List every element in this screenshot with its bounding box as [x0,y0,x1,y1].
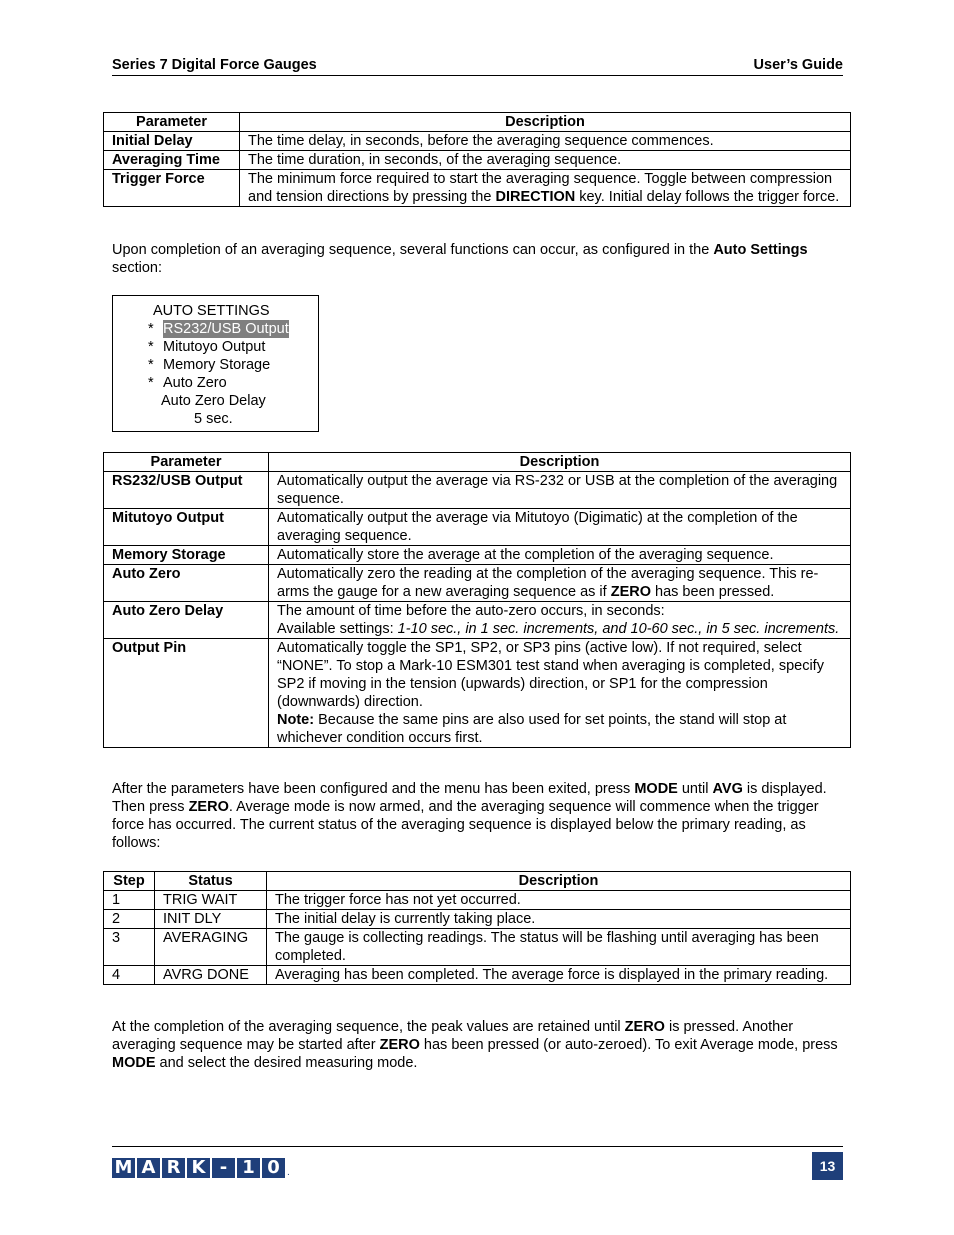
bold-text: MODE [112,1055,156,1071]
menu-delay-label: Auto Zero Delay [161,393,266,409]
menu-star: * [148,375,154,391]
table-row [104,602,851,639]
text: At the completion of the averaging sequence, the peak values are retained until [112,1019,625,1035]
text: until [677,781,713,797]
menu-star: * [148,339,154,355]
header-guide-label: User’s Guide [753,57,843,73]
settings-range: 1-10 sec., in 1 sec. increments, and 10-60 sec., in 5 sec. increments. [397,621,840,637]
desc-text: Automatically zero the reading at the completion of the averaging sequence. This re-arms the gauge for a new averaging sequence as if [277,566,819,600]
table-row [104,910,851,929]
logo-letter: R [162,1158,185,1178]
text: section: [112,260,162,276]
table-row [104,546,851,565]
logo-letter: 0 [262,1158,285,1178]
text: and select the desired measuring mode. [155,1055,418,1071]
table-row [104,151,851,170]
status-cell: AVRG DONE [155,966,267,985]
desc-cell: The time duration, in seconds, of the averaging sequence. [240,151,851,170]
desc-cell: Automatically store the average at the completion of the averaging sequence. [269,546,851,565]
status-cell: TRIG WAIT [155,891,267,910]
desc-text: Automatically toggle the SP1, SP2, or SP3 pins (active low). If not required, select “NONE”. To stop a Mark-10 ESM301 test stand when averaging is completed, specify SP2 if moving in the tension (upwards) direction, or SP1 for the compression (downwards) direction. [277,640,824,710]
auto-settings-table [103,452,851,748]
paragraph [112,780,847,852]
step-cell: 4 [104,966,155,985]
param-cell: Mitutoyo Output [104,509,269,546]
page-number: 13 [812,1152,843,1180]
table-row [104,472,851,509]
param-cell: Auto Zero Delay [104,602,269,639]
menu-title: AUTO SETTINGS [153,303,270,319]
desc-cell: Automatically output the average via RS-232 or USB at the completion of the averaging sequence. [269,472,851,509]
desc-cell: Averaging has been completed. The average force is displayed in the primary reading. [267,966,851,985]
desc-text: key. Initial delay follows the trigger force. [575,189,840,205]
desc-text: The amount of time before the auto-zero occurs, in seconds: [277,603,665,619]
auto-settings-menu-display [112,295,319,432]
key-name: DIRECTION [495,189,576,205]
column-header: Parameter [104,453,269,472]
table-row [104,891,851,910]
table-row [104,132,851,151]
text: is displayed. Then press [112,781,827,815]
desc-cell: Automatically output the average via Mitutoyo (Digimatic) at the completion of the averaging sequence. [269,509,851,546]
text: After the parameters have been configured and the menu has been exited, press [112,781,635,797]
step-cell: 3 [104,929,155,966]
text: has been pressed (or auto-zeroed). To exit Average mode, press [419,1037,838,1053]
bold-text: MODE [634,781,678,797]
menu-item: Auto Zero [163,375,227,391]
desc-text: The minimum force required to start the averaging sequence. Toggle between compression and tension directions by pressing the [248,171,833,205]
logo-letter: - [212,1158,235,1178]
param-cell: Trigger Force [104,170,240,207]
desc-cell: The time delay, in seconds, before the averaging sequence commences. [240,132,851,151]
bold-text: AVG [712,781,743,797]
logo-registered-mark: . [287,1167,290,1178]
logo-letter: 1 [237,1158,260,1178]
averaging-status-table [103,871,851,985]
text: Upon completion of an averaging sequence, several functions can occur, as configured in the [112,242,714,258]
table-row [104,509,851,546]
desc-text: Because the same pins are also used for set points, the stand will stop at whichever condition occurs first. [277,712,787,746]
param-cell: Auto Zero [104,565,269,602]
key-name: ZERO [610,584,651,600]
desc-text: Available settings: [277,621,398,637]
step-cell: 1 [104,891,155,910]
column-header: Step [104,872,155,891]
menu-item-selected: RS232/USB Output [163,321,289,337]
bold-text: ZERO [379,1037,420,1053]
bold-text: Auto Settings [713,242,808,258]
bold-text: ZERO [188,799,229,815]
column-header: Parameter [104,113,240,132]
logo-letter: A [137,1158,160,1178]
page-header [112,56,843,76]
column-header: Description [240,113,851,132]
paragraph [112,1018,847,1072]
desc-text: has been pressed. [651,584,775,600]
status-cell: INIT DLY [155,910,267,929]
desc-cell: The initial delay is currently taking place. [267,910,851,929]
table-header-row [104,453,851,472]
desc-cell [269,639,851,748]
header-title: Series 7 Digital Force Gauges [112,57,317,73]
status-cell: AVERAGING [155,929,267,966]
paragraph [112,241,847,277]
text: is pressed. Another averaging sequence may be started after [112,1019,794,1053]
menu-star: * [148,357,154,373]
menu-item: Mitutoyo Output [163,339,266,355]
param-cell: RS232/USB Output [104,472,269,509]
menu-item: Memory Storage [163,357,271,373]
desc-cell [269,602,851,639]
mark-10-logo [112,1156,290,1178]
logo-letter: M [112,1158,135,1178]
desc-cell: The gauge is collecting readings. The status will be flashing until averaging has been completed. [267,929,851,966]
param-cell: Averaging Time [104,151,240,170]
logo-letter: K [187,1158,210,1178]
step-cell: 2 [104,910,155,929]
menu-star: * [148,321,154,337]
table-row [104,565,851,602]
table-row [104,170,851,207]
menu-delay-value: 5 sec. [194,411,233,427]
desc-cell: The trigger force has not yet occurred. [267,891,851,910]
column-header: Description [269,453,851,472]
desc-cell [240,170,851,207]
text: . Average mode is now armed, and the averaging sequence will commence when the trigger force has occurred. The current status of the averaging sequence is displayed below the primary reading, as follows: [112,799,819,851]
param-cell: Initial Delay [104,132,240,151]
table-row [104,929,851,966]
table-row [104,639,851,748]
param-cell: Memory Storage [104,546,269,565]
desc-cell [269,565,851,602]
table-header-row [104,113,851,132]
table-header-row [104,872,851,891]
bold-text: ZERO [624,1019,665,1035]
column-header: Description [267,872,851,891]
averaging-parameters-table [103,112,851,207]
column-header: Status [155,872,267,891]
table-row [104,966,851,985]
footer-rule [112,1146,843,1147]
param-cell: Output Pin [104,639,269,748]
note-label: Note: [277,712,315,728]
